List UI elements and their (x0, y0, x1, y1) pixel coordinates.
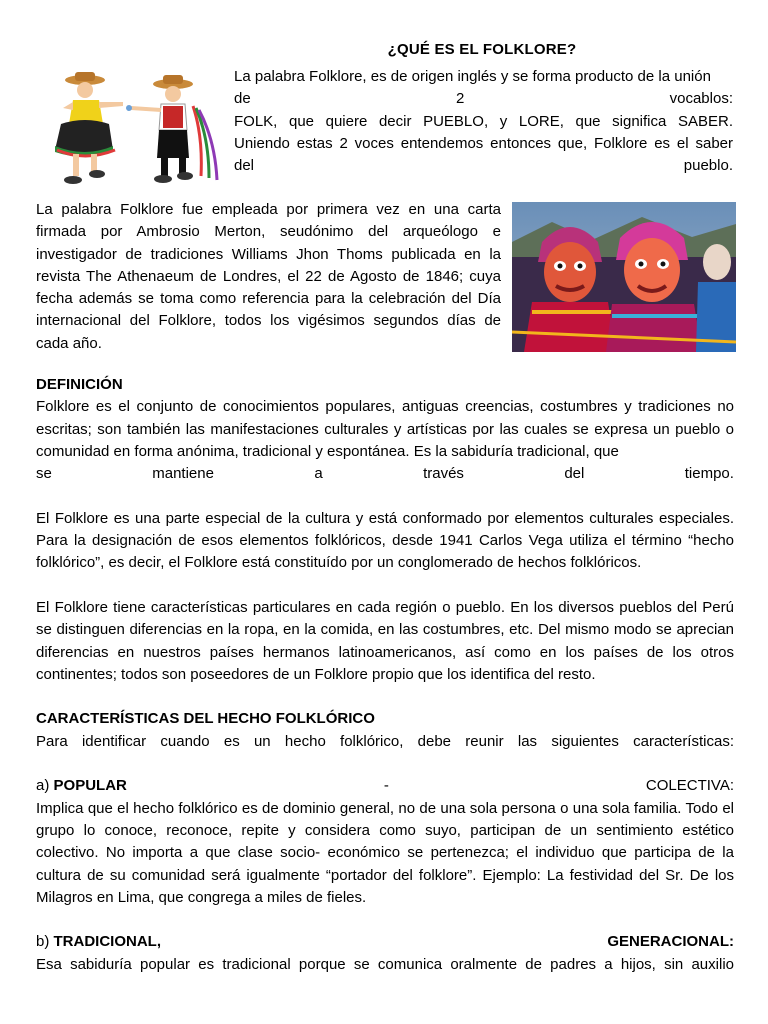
item-a-text: Implica que el hecho folklórico es de dominio general, no de una sola persona o una sola familia. Todo el grupo lo conoce, reconoce, repite y considera como suyo, participan de un sentimiento estético colectivo. No importa a que clase socio- económico se pertenezca; el individuo que participa de la cultura de su comunidad será igualmente “portador del folklore”. Ejemplo: La festividad del Sr. De los Milagros en Lima, que congrega a miles de fieles. (36, 799, 734, 906)
regions-paragraph: El Folklore tiene características particulares en cada región o pueblo. En los diversos pueblos del Perú se distinguen diferencias en la ropa, en la comida, en las costumbres, etc. Del mismo modo se aprecian diferencias en nuestros países hermanos latinoamericanos, así como en los países de los otros continentes; todos son poseedores de un Folklore propio que los identifica del resto. (36, 598, 734, 683)
intro-line: FOLK, que quiere decir PUEBLO, y LORE, que significa SABER. (234, 112, 733, 130)
definition-heading: DEFINICIÓN (36, 376, 123, 393)
item-b-heading (36, 931, 734, 953)
definition-word: se (36, 465, 52, 483)
item-b-title2: GENERACIONAL: (607, 933, 734, 951)
intro-word: de (234, 90, 251, 108)
definition-word: del (564, 465, 585, 483)
definition-word: mantiene (152, 465, 214, 483)
intro-word: pueblo. (683, 157, 733, 175)
intro-line-spread (234, 155, 733, 177)
intro-word: vocablos: (669, 90, 733, 108)
culture-paragraph: El Folklore es una parte especial de la cultura y está conformado por elementos culturales especiales. Para la designación de esos elementos folklóricos, desde 1941 Carlos Vega utiliza el término “hecho folklórico”, es decir, el Folklore está constituído por un conglomerado de hechos folklóricos. (36, 509, 734, 572)
main-body (36, 374, 734, 976)
intro-line-spread (234, 88, 733, 110)
item-a-title2: COLECTIVA: (645, 777, 734, 795)
characteristics-intro: Para identificar cuando es un hecho folklórico, debe reunir las siguientes características: (36, 732, 734, 750)
page-title: ¿QUÉ ES EL FOLKLORE? (387, 41, 577, 58)
item-b-text: Esa sabiduría popular es tradicional porque se comunica oralmente de padres a hijos, sin auxilio (36, 955, 734, 973)
definition-word: tiempo. (684, 465, 734, 483)
item-a-prefix: a) (36, 777, 50, 795)
item-a-dash: - (383, 777, 389, 795)
folk-dancers-illustration (33, 66, 223, 190)
definition-text: Folklore es el conjunto de conocimientos populares, antiguas creencias, costumbres y tradiciones no escritas; son también las manifestaciones culturales y artísticas por las cuales se expresa un pueblo o comunidad en forma anónima, tradicional y espontánea. Es la sabiduría tradicional, que (36, 398, 734, 460)
item-a-title: POPULAR (53, 777, 127, 795)
item-b-title: TRADICIONAL, (53, 933, 162, 951)
intro-line: La palabra Folklore, es de origen inglés y se forma producto de la unión (234, 68, 711, 85)
item-a-heading (36, 775, 734, 797)
characteristics-heading: CARACTERÍSTICAS DEL HECHO FOLKLÓRICO (36, 710, 375, 728)
item-b-prefix: b) (36, 933, 50, 951)
history-paragraph: La palabra Folklore fue empleada por primera vez en una carta firmada por Ambrosio Merton, seudónimo del arqueólogo e investigador de tradiciones Williams Jhon Thoms publicada en la revista The Athenaeum de Londres, el 22 de Agosto de 1846; cuya fecha además se toma como referencia para la celebración del Día internacional del Folklore, todos los vigésimos segundos días de cada año. (36, 201, 501, 352)
masked-dancers-photo (512, 202, 736, 352)
definition-word: través (423, 465, 464, 483)
definition-word: a (314, 465, 323, 483)
intro-word: 2 (455, 90, 465, 108)
item-b-label (36, 931, 161, 953)
definition-last-line (36, 463, 734, 485)
intro-word: del (234, 157, 255, 175)
intro-line: Uniendo estas 2 voces entendemos entonces que, Folklore es el saber (234, 134, 733, 152)
item-a-label (36, 775, 127, 797)
intro-paragraph (234, 66, 733, 177)
